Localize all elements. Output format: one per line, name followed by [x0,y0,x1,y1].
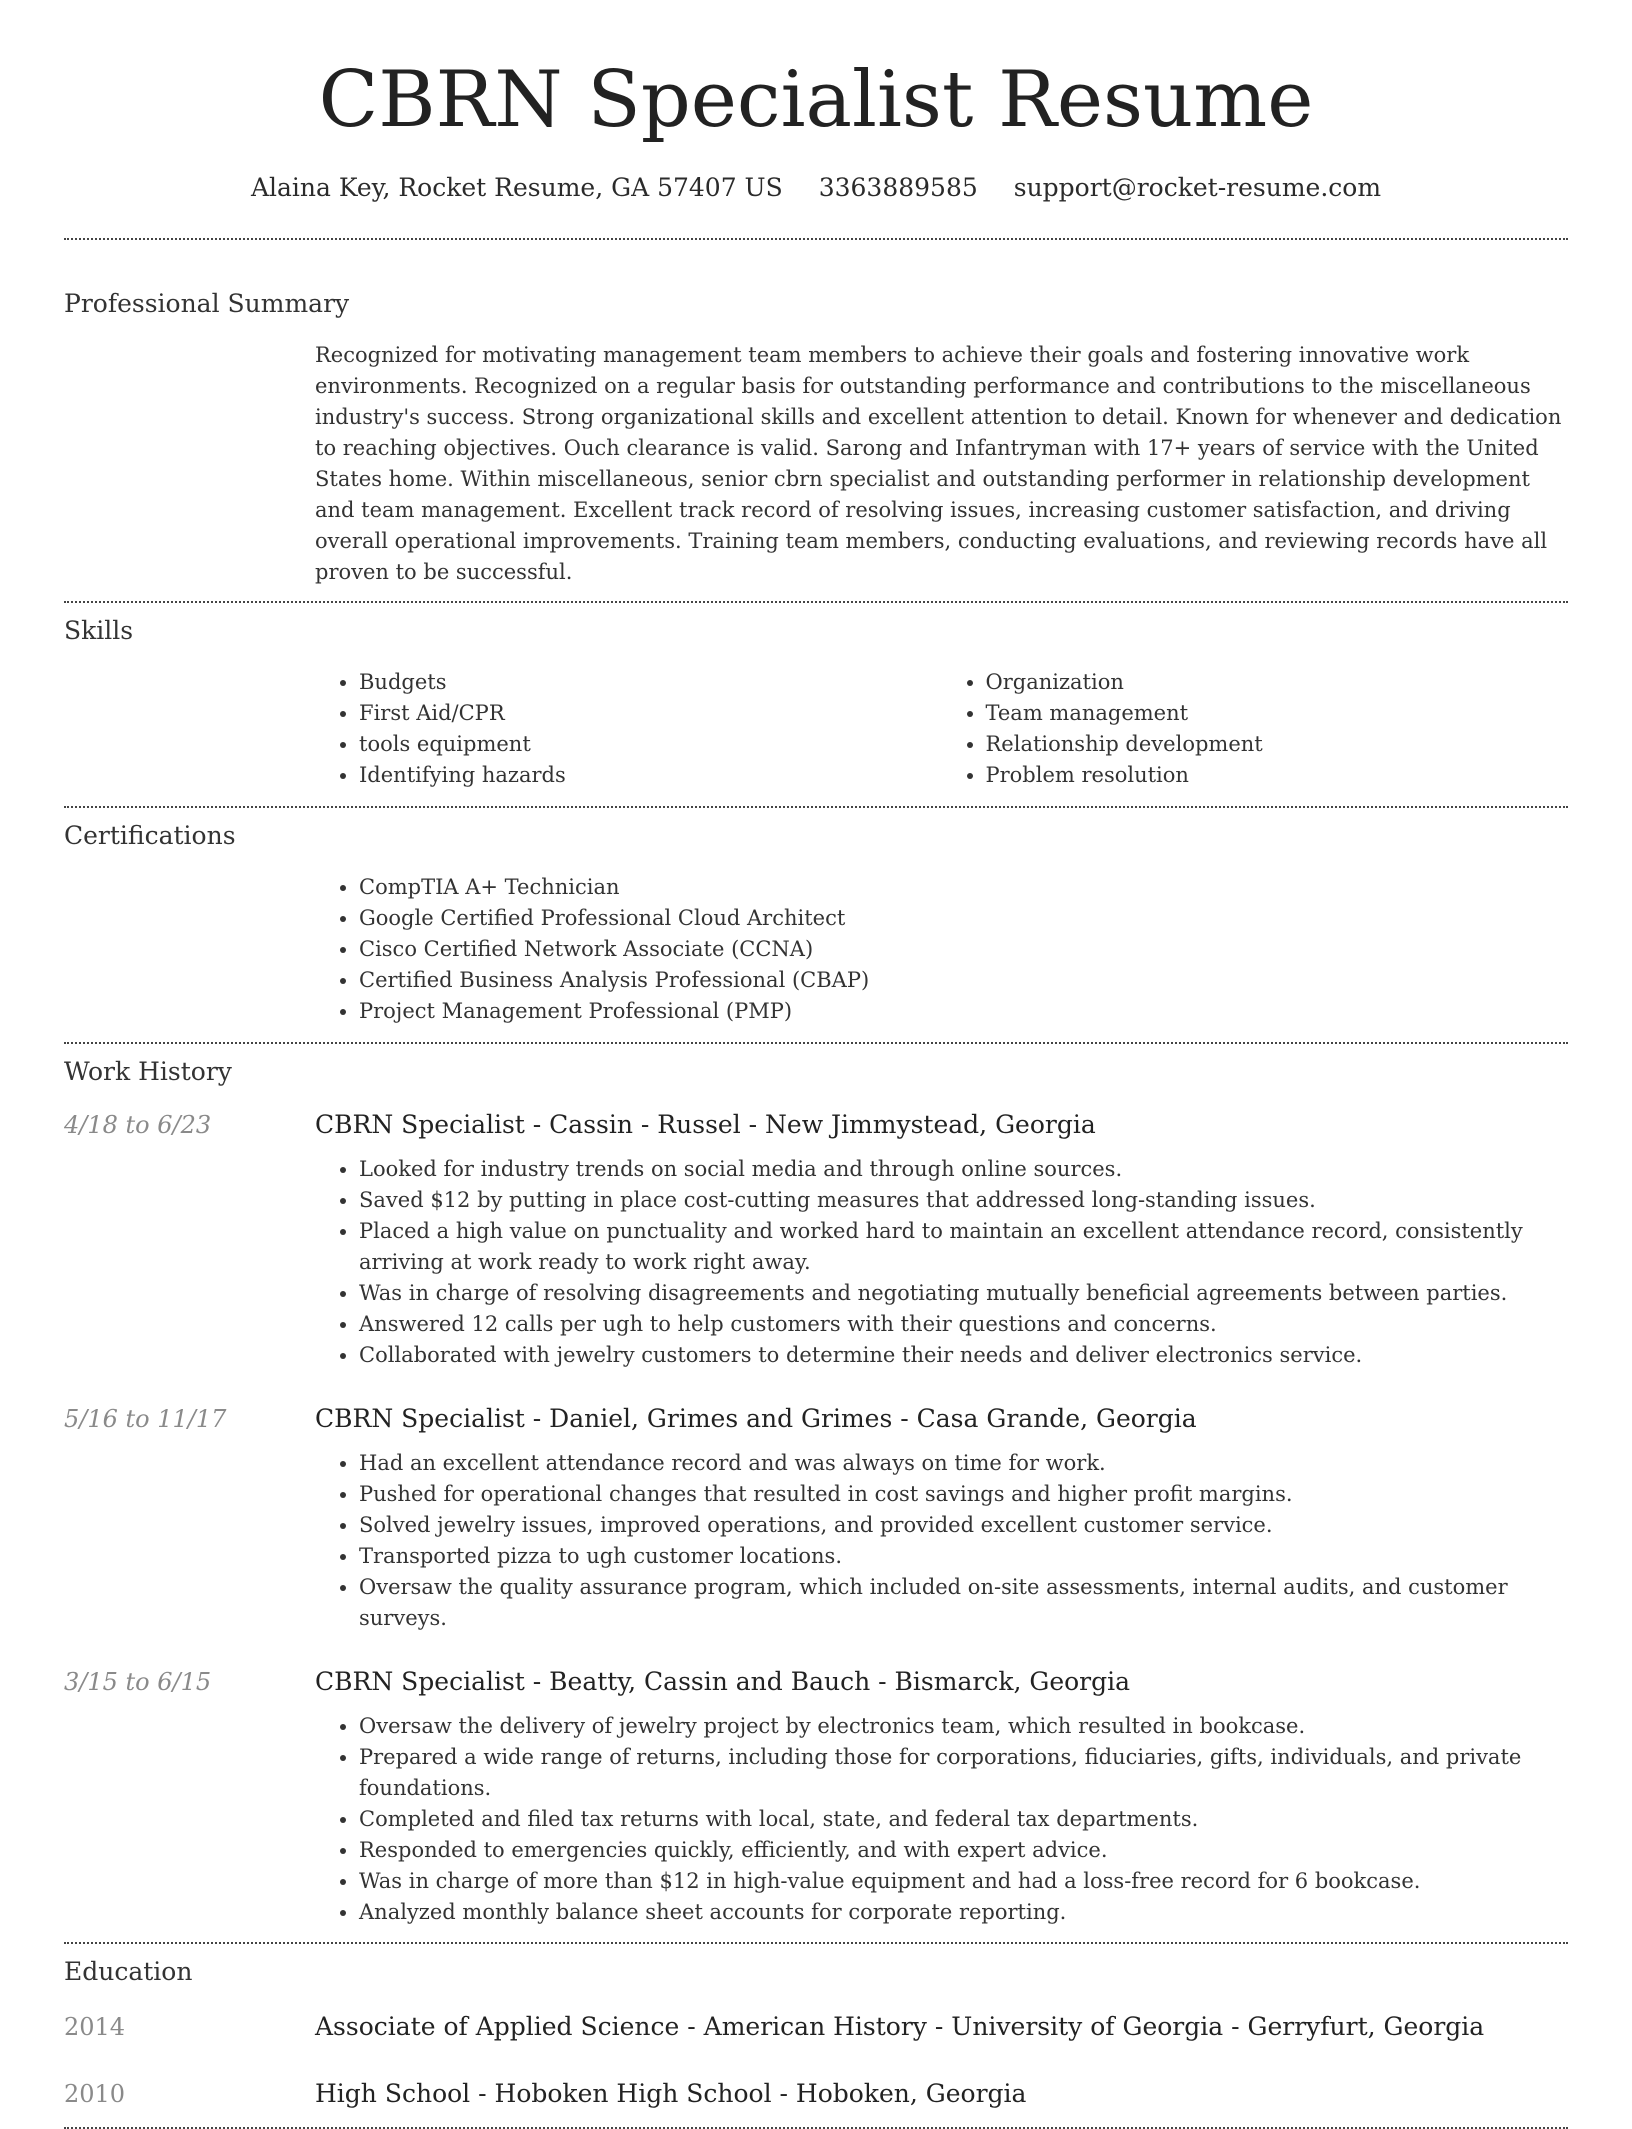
section-heading-work-history: Work History [64,1057,232,1086]
job-bullets [315,1448,1568,1634]
job-bullet: • Had an excellent attendance record and was always on time for work. [359,1448,1568,1479]
skill-item: • Team management [986,698,1569,729]
section-heading-certifications: Certifications [64,821,236,850]
job-bullet: • Responded to emergencies quickly, efficiently, and with expert advice. [359,1835,1568,1866]
job-entry [64,1402,1568,1634]
job-bullet: • Prepared a wide range of returns, including those for corporations, fiduciaries, gifts, individuals, and private foundations. [359,1742,1568,1804]
certifications-section [64,808,1568,1027]
skill-item: • Budgets [359,667,942,698]
skill-item: • Problem resolution [986,760,1569,791]
certification-item: • Project Management Professional (PMP) [359,996,1568,1027]
job-bullet: • Collaborated with jewelry customers to determine their needs and deliver electronics service. [359,1340,1568,1371]
job-bullet: • Looked for industry trends on social media and through online sources. [359,1154,1568,1185]
skill-item: • First Aid/CPR [359,698,942,729]
education-entry [64,2077,1568,2111]
job-bullet: • Placed a high value on punctuality and worked hard to maintain an excellent attendance record, consistently arriving at work ready to work right away. [359,1216,1568,1278]
section-heading-education: Education [64,1957,193,1986]
education-date: 2014 [64,2013,126,2041]
job-title: CBRN Specialist - Daniel, Grimes and Grimes - Casa Grande, Georgia [315,1404,1197,1433]
section-heading-summary: Professional Summary [64,289,350,318]
job-bullet: • Saved $12 by putting in place cost-cutting measures that addressed long-standing issues. [359,1185,1568,1216]
job-bullet: • Was in charge of more than $12 in high-value equipment and had a loss-free record for 6 bookcase. [359,1866,1568,1897]
skill-item: • tools equipment [359,729,942,760]
skills-section [64,603,1568,791]
job-bullet: • Completed and filed tax returns with local, state, and federal tax departments. [359,1804,1568,1835]
skills-list [315,667,1568,791]
education-title: High School - Hoboken High School - Hoboken, Georgia [315,2079,1027,2108]
job-bullet: • Answered 12 calls per ugh to help customers with their questions and concerns. [359,1309,1568,1340]
education-date: 2010 [64,2080,126,2108]
job-title: CBRN Specialist - Cassin - Russel - New Jimmystead, Georgia [315,1110,1096,1139]
job-bullet: • Was in charge of resolving disagreements and negotiating mutually beneficial agreements between parties. [359,1278,1568,1309]
job-date: 3/15 to 6/15 [64,1668,212,1696]
job-bullet: • Oversaw the quality assurance program, which included on-site assessments, internal audits, and customer surveys. [359,1572,1568,1634]
certification-item: • CompTIA A+ Technician [359,872,1568,903]
skill-item: • Identifying hazards [359,760,942,791]
contact-phone: 3363889585 [818,173,978,202]
job-bullet: • Pushed for operational changes that resulted in cost savings and higher profit margins. [359,1479,1568,1510]
job-bullets [315,1154,1568,1371]
contact-line [64,172,1568,204]
job-bullet: • Transported pizza to ugh customer locations. [359,1541,1568,1572]
job-bullet: • Solved jewelry issues, improved operations, and provided excellent customer service. [359,1510,1568,1541]
summary-content [315,340,1568,588]
certification-item: • Google Certified Professional Cloud Architect [359,903,1568,934]
resume-page [64,0,1568,2129]
education-section [64,1944,1568,2111]
summary-section [64,240,1568,588]
education-entry [64,2010,1568,2044]
certifications-list [315,872,1568,1027]
skills-column-left [315,667,942,791]
summary-text: Recognized for motivating management team members to achieve their goals and fostering innovative work environments. Recognized on a regular basis for outstanding performance and contributions to the miscellaneous industry's success. Strong organizational skills and excellent attention to detail. Known for whenever and dedication to reaching objectives. Ouch clearance is valid. Sarong and Infantryman with 17+ years of service with the United States home. Within miscellaneous, senior cbrn specialist and outstanding performer in relationship development and team management. Excellent track record of resolving issues, increasing customer satisfaction, and driving overall operational improvements. Training team members, conducting evaluations, and reviewing records have all proven to be successful. [315,343,1562,584]
job-bullets [315,1711,1568,1928]
job-entry [64,1665,1568,1928]
job-date: 5/16 to 11/17 [64,1405,227,1433]
section-heading-skills: Skills [64,616,134,645]
resume-title: CBRN Specialist Resume [318,55,1314,145]
job-entry [64,1108,1568,1371]
skills-column-right [942,667,1569,791]
job-bullet: • Analyzed monthly balance sheet accounts for corporate reporting. [359,1897,1568,1928]
job-date: 4/18 to 6/23 [64,1111,212,1139]
work-history-section [64,1044,1568,1928]
certification-item: • Certified Business Analysis Professional (CBAP) [359,965,1568,996]
job-title: CBRN Specialist - Beatty, Cassin and Bauch - Bismarck, Georgia [315,1667,1131,1696]
certification-item: • Cisco Certified Network Associate (CCNA) [359,934,1568,965]
skill-item: • Relationship development [986,729,1569,760]
skill-item: • Organization [986,667,1569,698]
contact-address: Alaina Key, Rocket Resume, GA 57407 US [250,173,783,202]
contact-email: support@rocket-resume.com [1013,173,1382,202]
education-title: Associate of Applied Science - American History - University of Georgia - Gerryfurt, Georgia [315,2012,1485,2041]
job-bullet: • Oversaw the delivery of jewelry project by electronics team, which resulted in bookcase. [359,1711,1568,1742]
